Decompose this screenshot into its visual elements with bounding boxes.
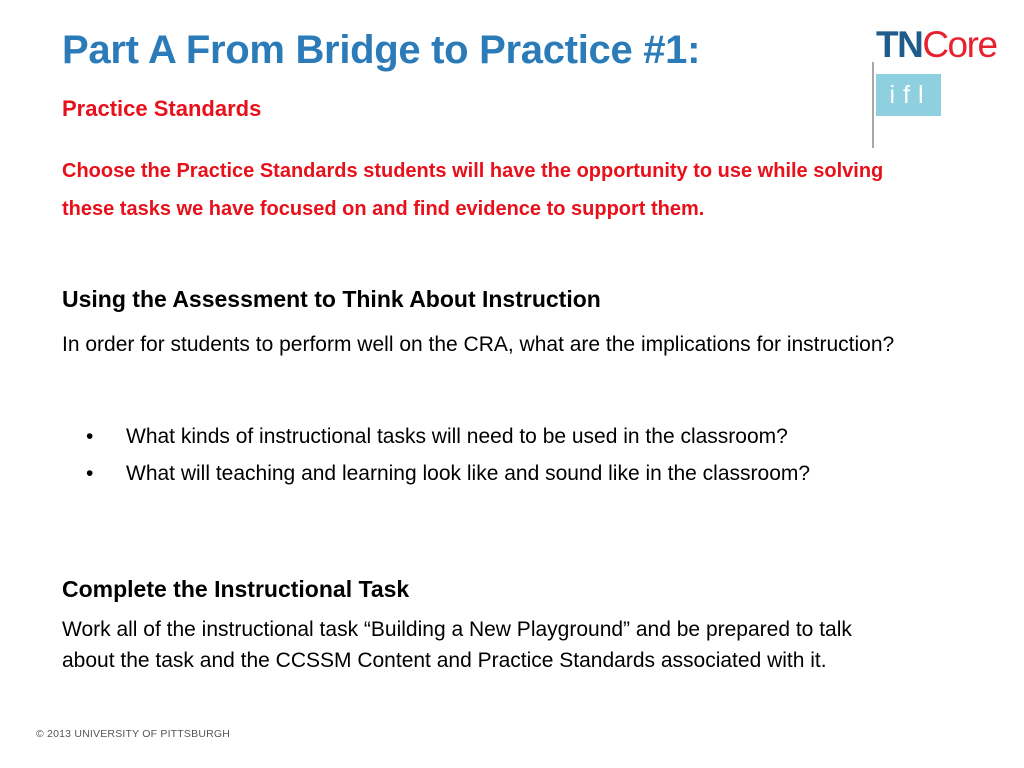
tncore-wordmark [876,26,997,63]
bullet-dot-icon: • [86,462,94,485]
section-heading-assessment: Using the Assessment to Think About Instruction [62,286,601,312]
slide-title: Part A From Bridge to Practice #1: [62,28,701,72]
section-question: In order for students to perform well on the CRA, what are the implications for instruction? [62,333,895,356]
bullet-item [62,455,862,492]
bullet-list [62,418,862,492]
instruction-text: Choose the Practice Standards students will have the opportunity to use while solving these tasks we have focused on and find evidence to support them. [62,160,884,220]
bullet-text: What kinds of instructional tasks will need to be used in the classroom? [126,425,788,448]
logo-divider [872,62,874,148]
slide-subtitle: Practice Standards [62,96,262,121]
section-heading-task: Complete the Instructional Task [62,576,410,602]
bullet-item [62,418,862,455]
bullet-text: What will teaching and learning look like and sound like in the classroom? [126,462,811,485]
tncore-ifl-logo [862,22,1012,128]
copyright-footer: © 2013 UNIVERSITY OF PITTSBURGH [36,728,231,740]
ifl-logo-box: ifl [876,74,941,116]
task-description: Work all of the instructional task “Building a New Playground” and be prepared to talk about the task and the CCSSM Content and Practice Standards associated with it. [62,618,852,672]
bullet-dot-icon: • [86,425,94,448]
logo-tn-text: TN [876,24,923,65]
logo-core-text: Core [922,24,997,65]
